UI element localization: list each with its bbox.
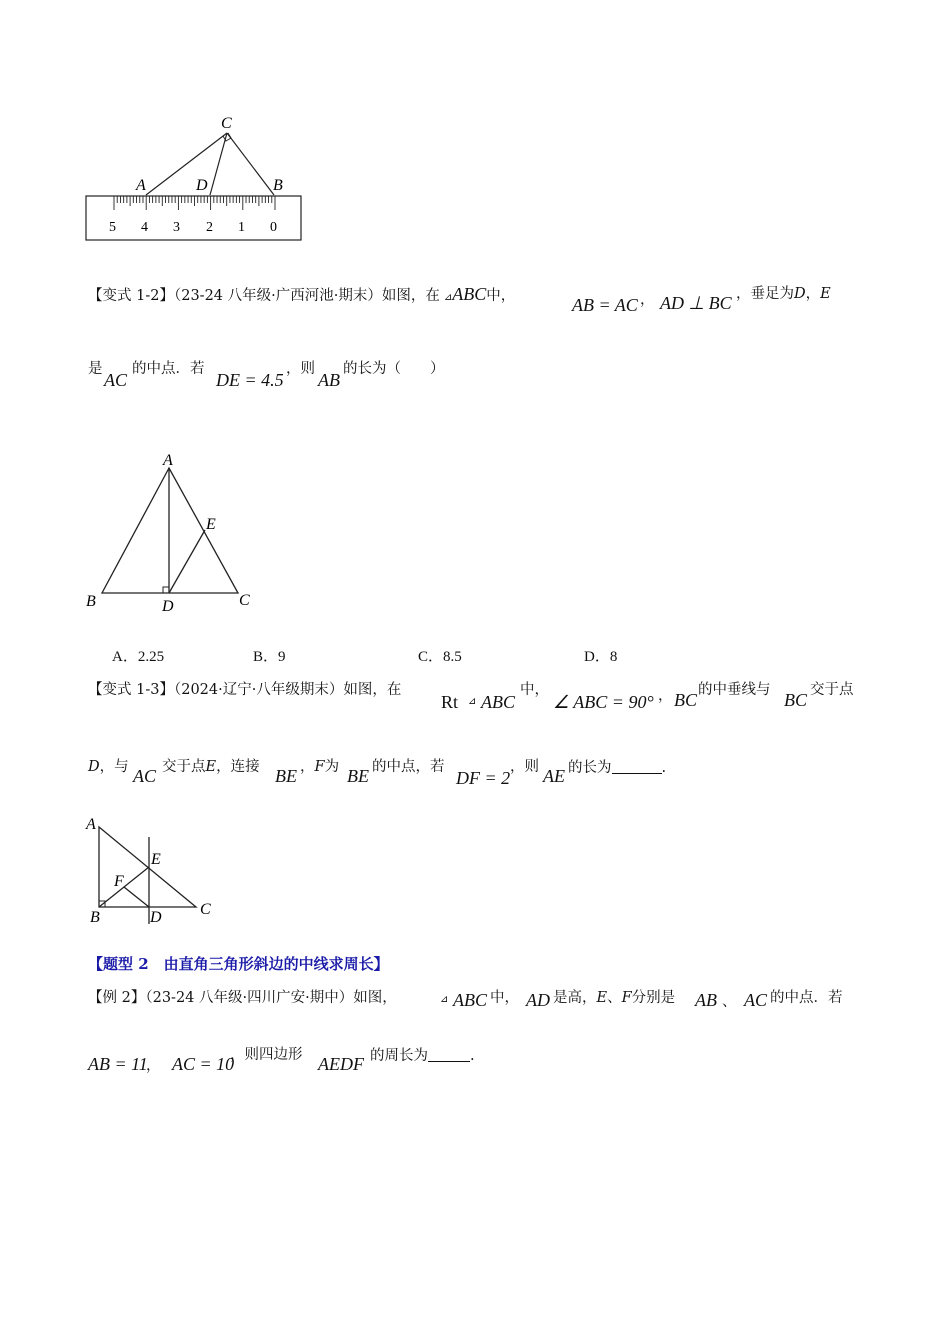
text: ，连接	[216, 759, 260, 775]
var-d: D	[88, 759, 100, 775]
segment-ac	[146, 133, 227, 195]
label-a: A	[163, 452, 173, 469]
question-1-2-line-1	[88, 284, 515, 308]
label-e: E	[206, 516, 216, 533]
label-c: C	[200, 901, 211, 918]
text: 的周长为	[370, 1048, 428, 1064]
ruler-number: 5	[109, 220, 116, 235]
question-1-3-line-2b	[162, 757, 260, 777]
triangle-abc	[102, 468, 238, 593]
math-ab-eq-11: AB = 11	[88, 1054, 148, 1074]
ruler-number: 0	[270, 220, 277, 235]
label-c: C	[221, 115, 232, 132]
text: ，	[300, 759, 315, 775]
option-c[interactable]: C．8.5	[418, 649, 462, 665]
text: 的中垂线与	[698, 682, 771, 698]
var-f: F	[621, 990, 632, 1006]
question-1-3-line-2a	[88, 757, 129, 777]
text: 的中点．若	[132, 361, 205, 377]
question-1-3-line-2d	[568, 757, 666, 778]
math-angle-abc-eq: ∠ ABC = 90°	[553, 692, 654, 712]
text: 中，	[520, 682, 549, 698]
segment-cd	[210, 133, 227, 195]
math-ad-perp-bc: AD ⊥ BC	[660, 293, 732, 313]
var-e: E	[205, 759, 217, 775]
label-f: F	[114, 873, 124, 890]
triangle-symbol: ⊿	[468, 696, 477, 707]
math-ab-eq-ac: AB = AC	[572, 295, 638, 315]
segment-cb	[227, 133, 274, 195]
text: ，则	[286, 361, 315, 377]
text: ，	[736, 286, 751, 302]
text: ，	[146, 1058, 161, 1074]
text: ，	[640, 292, 655, 308]
question-1-3-line-2c	[300, 757, 339, 777]
text: 如图，在	[381, 288, 440, 304]
label-a: A	[86, 816, 96, 833]
text: 是高，	[553, 990, 597, 1006]
question-source: （23-24 八年级·四川广安·期中）	[145, 990, 354, 1006]
math-ac: AC	[133, 766, 157, 786]
question-source: （23-24 八年级·广西河池·期末）	[173, 288, 382, 304]
triangle-symbol: ⊿	[443, 292, 453, 303]
text: 垂足为	[750, 286, 794, 302]
text: ，则	[510, 759, 539, 775]
answer-blank[interactable]	[612, 757, 662, 774]
math-be-2: BE	[347, 766, 369, 786]
option-a[interactable]: A．2.25	[112, 649, 165, 665]
text: ，则四边形	[230, 1047, 303, 1063]
math-df-eq: DF = 2	[456, 768, 511, 788]
math-ab: AB	[695, 990, 717, 1010]
example-2-line-1	[88, 988, 397, 1008]
math-bc-1: BC	[674, 690, 698, 710]
ruler-number: 4	[141, 220, 148, 235]
var-f: F	[314, 759, 325, 775]
text: 、	[607, 990, 622, 1006]
text: 中，	[490, 990, 519, 1006]
text: ，与	[99, 759, 129, 775]
math-ad: AD	[526, 990, 550, 1010]
label-b: B	[86, 593, 96, 610]
label-b: B	[273, 177, 283, 194]
label-d: D	[196, 177, 208, 194]
label-e: E	[151, 851, 161, 868]
segment-de	[169, 530, 205, 593]
section-heading-type-2: 【题型 2 由直角三角形斜边的中线求周长】	[88, 955, 389, 973]
math-aedf: AEDF	[318, 1054, 364, 1074]
label-b: B	[90, 909, 100, 926]
math-abc: ABC	[453, 990, 487, 1010]
option-b[interactable]: B．9	[253, 649, 286, 665]
question-1-3-line-1	[88, 680, 401, 700]
text: 的长为	[568, 760, 612, 776]
question-tag: 【例 2】	[88, 990, 146, 1006]
question-source: （2024·辽宁·八年级期末）	[173, 682, 344, 698]
text: 的中点．若	[770, 990, 843, 1006]
math-ab: AB	[318, 370, 340, 390]
text: .	[470, 1048, 475, 1064]
segment-fd	[124, 887, 149, 907]
ruler-number: 3	[173, 220, 180, 235]
option-d[interactable]: D．8	[584, 649, 618, 665]
math-ac-eq-10: AC = 10	[172, 1054, 235, 1074]
math-ae: AE	[543, 766, 565, 786]
label-d: D	[150, 909, 162, 926]
text: 的中点，若	[372, 759, 445, 775]
text: ，	[658, 688, 673, 704]
math-ac: AC	[744, 990, 768, 1010]
text: ，	[805, 286, 821, 302]
text: 是	[88, 361, 103, 377]
text: 交于点	[810, 682, 854, 698]
math-rt: Rt	[441, 692, 459, 712]
ruler-number: 1	[238, 220, 245, 235]
text: 如图，	[353, 990, 397, 1006]
math-ac: AC	[104, 370, 128, 390]
isosceles-triangle-figure	[82, 448, 262, 618]
triangle-symbol: ⊿	[440, 994, 449, 1005]
text: .	[661, 760, 667, 776]
example-2-line-2-tail	[370, 1045, 475, 1066]
question-tag: 【变式 1-3】	[88, 682, 174, 698]
math-abc: ABC	[481, 692, 515, 712]
math-abc: ABC	[452, 284, 487, 304]
ruler-triangle-figure	[80, 110, 320, 245]
math-bc-2: BC	[784, 690, 808, 710]
label-d: D	[162, 598, 174, 615]
var-e: E	[596, 990, 608, 1006]
text: 、	[722, 994, 737, 1010]
label-a: A	[136, 177, 146, 194]
right-triangle-figure	[82, 812, 222, 930]
example-2-line-1-mid	[553, 988, 675, 1008]
text: 分别是	[631, 990, 676, 1006]
math-de-eq: DE = 4.5	[216, 370, 284, 390]
answer-blank[interactable]	[428, 1045, 470, 1062]
var-e: E	[820, 286, 831, 302]
text: 交于点	[162, 759, 206, 775]
question-tag: 【变式 1-2】	[88, 288, 174, 304]
math-be-1: BE	[275, 766, 297, 786]
question-1-2-line-1-tail	[736, 284, 831, 304]
ruler-number: 2	[206, 220, 213, 235]
text: 为	[324, 759, 340, 775]
text: 中，	[486, 288, 516, 304]
text: 如图，在	[343, 682, 402, 698]
text: 的长为（ ）	[343, 361, 445, 377]
right-angle-mark	[163, 587, 169, 593]
label-c: C	[239, 592, 250, 609]
var-d: D	[794, 286, 806, 302]
